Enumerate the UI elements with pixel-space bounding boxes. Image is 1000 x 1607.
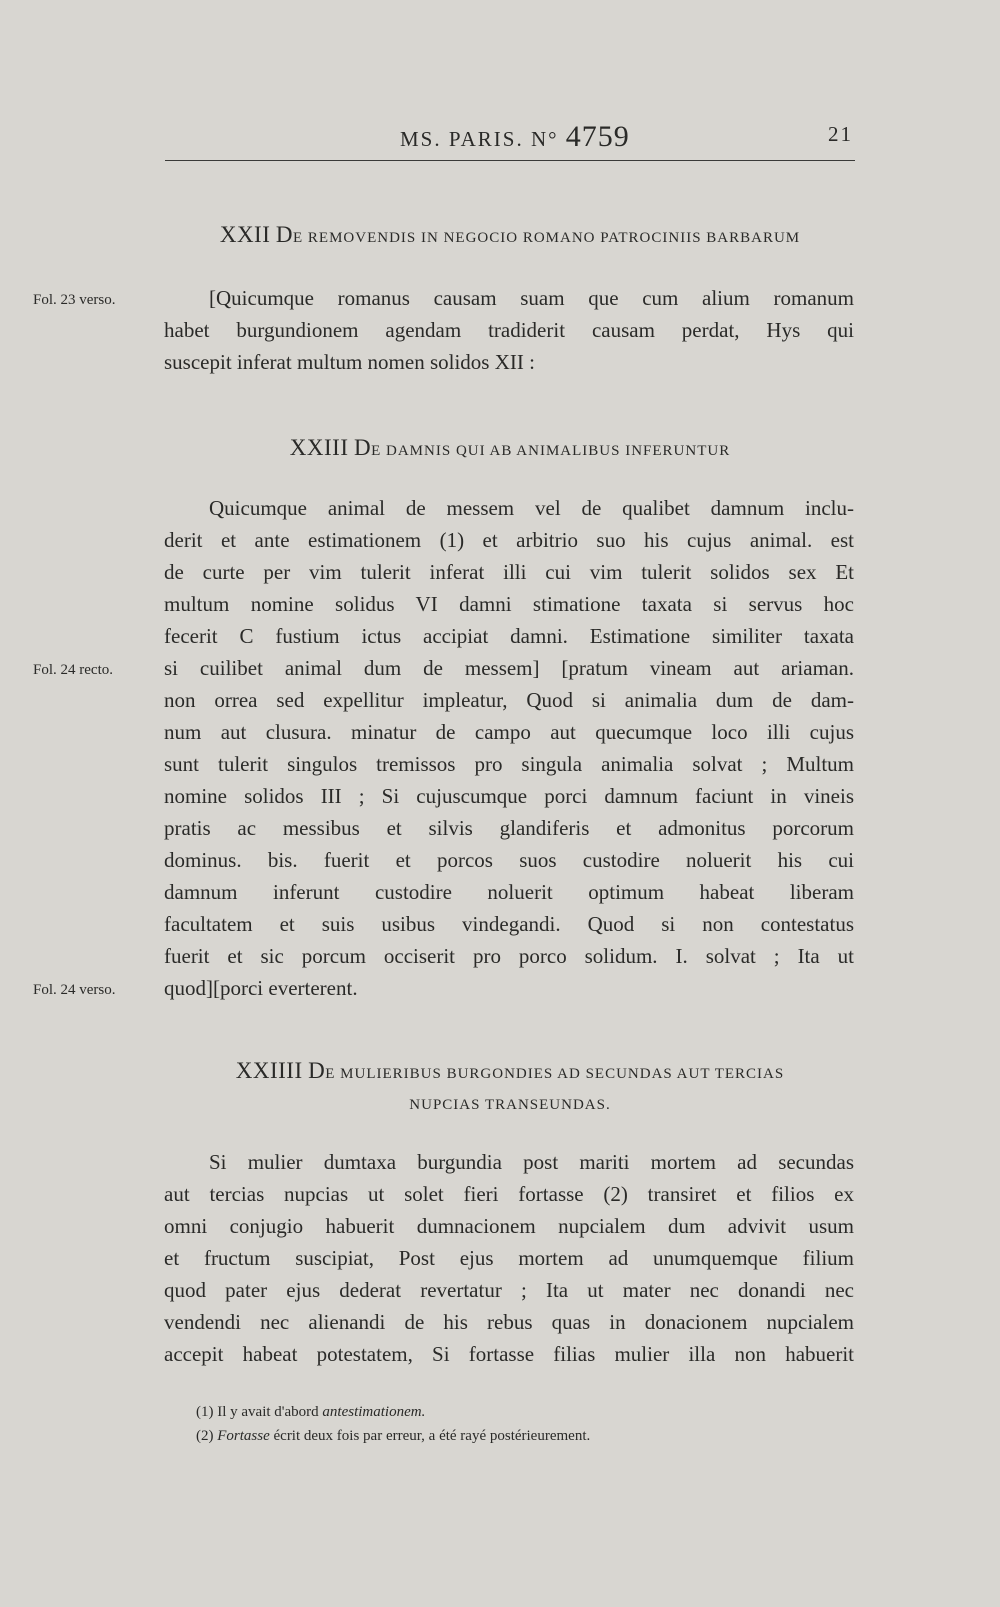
text-line: vendendi nec alienandi de his rebus quas in donacionem nupcialem — [164, 1310, 854, 1334]
text-line: non orrea sed expellitur impleatur, Quod si animalia dum de dam- — [164, 688, 854, 712]
footnote-1: (1) Il y avait d'abord antestimationem. — [196, 1404, 426, 1420]
text-line: pratis ac messibus et silvis glandiferis et admonitus porcorum — [164, 816, 854, 840]
text-line: dominus. bis. fuerit et porcos suos custodire noluerit his cui — [164, 848, 854, 872]
text-line: quod][porci everterent. — [164, 976, 358, 1000]
text-line: omni conjugio habuerit dumnacionem nupcialem dum advivit usum — [164, 1214, 854, 1238]
text-line: suscepit inferat multum nomen solidos XII : — [164, 350, 535, 374]
margin-note-fol24-verso: Fol. 24 verso. — [33, 982, 116, 998]
text-line: num aut clusura. minatur de campo aut quecumque loco illi cujus — [164, 720, 854, 744]
text-line: accepit habeat potestatem, Si fortasse filias mulier illa non habuerit — [164, 1342, 854, 1366]
text-line: multum nomine solidus VI damni stimatione taxata si servus hoc — [164, 592, 854, 616]
chapter-xxiii-heading: XXIII DE DAMNIS QUI AB ANIMALIBUS INFERUNTUR — [289, 435, 731, 460]
margin-note-fol24-recto: Fol. 24 recto. — [33, 662, 113, 678]
text-line: nomine solidos III ; Si cujuscumque porci damnum faciunt in vineis — [164, 784, 854, 808]
text-line: de curte per vim tulerit inferat illi cui vim tulerit solidos sex Et — [164, 560, 854, 584]
text-line: habet burgundionem agendam tradiderit causam perdat, Hys qui — [164, 318, 854, 342]
chapter-xxiiii-heading-line2: NUPCIAS TRANSEUNDAS. — [409, 1097, 611, 1113]
margin-note-fol23-verso: Fol. 23 verso. — [33, 292, 116, 308]
manuscript-number: 4759 — [565, 120, 630, 153]
text-line: fuerit et sic porcum occiserit pro porco solidum. I. solvat ; Ita ut — [164, 944, 854, 968]
text-line: aut tercias nupcias ut solet fieri fortasse (2) transiret et filios ex — [164, 1182, 854, 1206]
chapter-xxii-heading: XXII DE REMOVENDIS IN NEGOCIO ROMANO PATROCINIIS BARBARUM — [219, 222, 801, 247]
text-line: si cuilibet animal dum de messem] [pratum vineam aut ariaman. — [164, 656, 854, 680]
chapter-xxiiii-heading: XXIIII DE MULIERIBUS BURGONDIES AD SECUNDAS AUT TERCIAS — [235, 1058, 785, 1083]
page-number: 21 — [828, 122, 853, 146]
running-head-prefix: MS. PARIS. N° — [400, 127, 566, 151]
text-line: derit et ante estimationem (1) et arbitrio suo his cujus animal. est — [164, 528, 854, 552]
text-line: quod pater ejus dederat revertatur ; Ita ut mater nec donandi nec — [164, 1278, 854, 1302]
text-line: [Quicumque romanus causam suam que cum alium romanum — [209, 286, 854, 310]
text-line: Quicumque animal de messem vel de qualibet damnum inclu- — [209, 496, 854, 520]
header-rule — [165, 160, 855, 161]
text-line: Si mulier dumtaxa burgundia post mariti mortem ad secundas — [209, 1150, 854, 1174]
footnote-2: (2) Fortasse écrit deux fois par erreur, a été rayé postérieurement. — [196, 1428, 591, 1444]
running-head — [400, 120, 630, 154]
text-line: facultatem et suis usibus vindegandi. Quod si non contestatus — [164, 912, 854, 936]
text-line: fecerit C fustium ictus accipiat damni. Estimatione similiter taxata — [164, 624, 854, 648]
text-line: damnum inferunt custodire noluerit optimum habeat liberam — [164, 880, 854, 904]
text-line: sunt tulerit singulos tremissos pro singula animalia solvat ; Multum — [164, 752, 854, 776]
text-line: et fructum suscipiat, Post ejus mortem ad unumquemque filium — [164, 1246, 854, 1270]
